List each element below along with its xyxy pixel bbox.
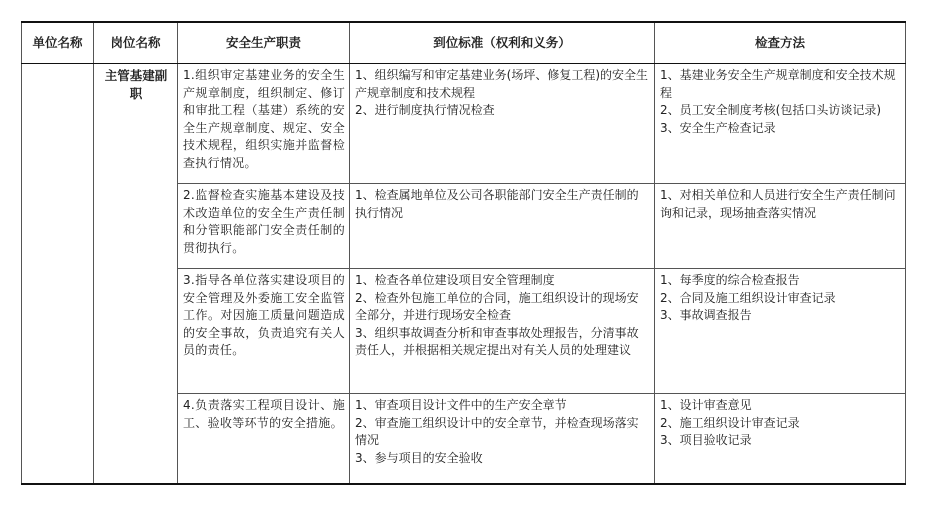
header-standard: 到位标准（权利和义务） <box>350 22 655 64</box>
method-item: 1、基建业务安全生产规章制度和安全技术规程 <box>660 68 896 100</box>
standard-item: 2、进行制度执行情况检查 <box>355 103 495 117</box>
standard-item: 1、检查属地单位及公司各职能部门安全生产责任制的执行情况 <box>355 188 639 220</box>
header-position-name: 岗位名称 <box>94 22 178 64</box>
standard-cell <box>350 269 655 394</box>
header-unit-name: 单位名称 <box>22 22 94 64</box>
header-check-method: 检查方法 <box>655 22 906 64</box>
standard-cell <box>350 64 655 184</box>
standard-item: 1、检查各单位建设项目安全管理制度 <box>355 273 555 287</box>
standard-cell <box>350 184 655 269</box>
standard-item: 2、检查外包施工单位的合同，施工组织设计的现场安全部分，并进行现场安全检查 <box>355 290 639 322</box>
method-cell <box>655 394 906 484</box>
method-cell <box>655 64 906 184</box>
position-name-cell: 主管基建副职 <box>94 64 178 484</box>
safety-responsibility-table <box>21 21 906 485</box>
method-item: 1、设计审查意见 <box>660 398 752 412</box>
method-item: 2、员工安全制度考核(包括口头访谈记录) <box>660 103 881 117</box>
duty-cell: 1.组织审定基建业务的安全生产规章制度，组织制定、修订和审批工程（基建）系统的安全生产规章制度、规定、安全技术规程，组织实施并监督检查执行情况。 <box>178 64 350 184</box>
header-safety-duty: 安全生产职责 <box>178 22 350 64</box>
standard-item: 2、审查施工组织设计中的安全章节，并检查现场落实情况 <box>355 415 639 447</box>
standard-item: 3、组织事故调查分析和审查事故处理报告，分清事故责任人，并根据相关规定提出对有关人员的处理建议 <box>355 325 639 357</box>
method-item: 3、项目验收记录 <box>660 433 752 447</box>
duty-cell: 2.监督检查实施基本建设及技术改造单位的安全生产责任制和分管职能部门安全责任制的贯彻执行。 <box>178 184 350 269</box>
unit-name-cell <box>22 64 94 484</box>
header-row <box>22 22 906 64</box>
table-row <box>22 64 906 184</box>
standard-item: 1、审查项目设计文件中的生产安全章节 <box>355 398 567 412</box>
method-item: 1、对相关单位和人员进行安全生产责任制问询和记录，现场抽查落实情况 <box>660 188 896 220</box>
method-cell <box>655 184 906 269</box>
duty-cell: 3.指导各单位落实建设项目的安全管理及外委施工安全监管工作。对因施工质量问题造成的安全事故，负责追究有关人员的责任。 <box>178 269 350 394</box>
duty-cell: 4.负责落实工程项目设计、施工、验收等环节的安全措施。 <box>178 394 350 484</box>
method-item: 1、每季度的综合检查报告 <box>660 273 800 287</box>
method-item: 2、合同及施工组织设计审查记录 <box>660 290 836 305</box>
method-cell <box>655 269 906 394</box>
standard-item: 3、参与项目的安全验收 <box>355 450 483 465</box>
method-item: 3、事故调查报告 <box>660 308 752 322</box>
standard-item: 1、组织编写和审定基建业务(场坪、修复工程)的安全生产规章制度和技术规程 <box>355 68 649 100</box>
method-item: 3、安全生产检查记录 <box>660 120 776 135</box>
standard-cell <box>350 394 655 484</box>
method-item: 2、施工组织设计审查记录 <box>660 415 800 430</box>
